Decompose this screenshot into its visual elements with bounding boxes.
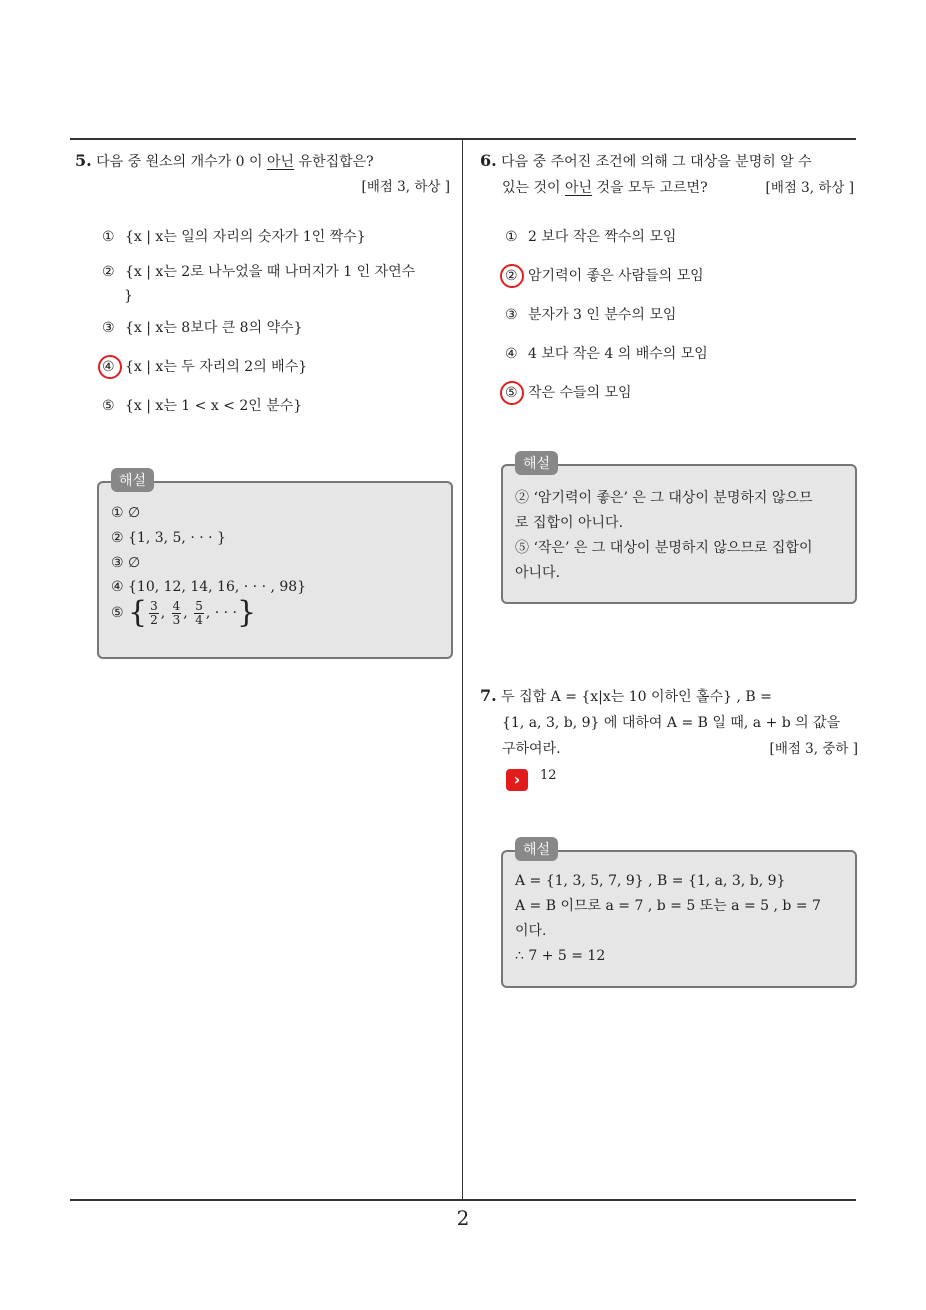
option-text: {x | x는 두 자리의 2의 배수} — [125, 359, 308, 375]
fraction — [194, 600, 204, 627]
option-number: ① — [102, 229, 115, 245]
column-divider — [462, 139, 463, 1201]
score-meta: [배점 3, 하상 ] — [361, 179, 450, 195]
solution-line: ⑤ ‘작은’ 은 그 대상이 분명하지 않으므로 집합이 — [515, 540, 813, 556]
solution-box-q5 — [97, 481, 453, 659]
solution-line: ② ‘암기력이 좋은’ 은 그 대상이 분명하지 않으므 — [515, 490, 813, 506]
option-number: ④ — [102, 359, 115, 375]
underlined-word: 아닌 — [267, 154, 295, 170]
solution-line: A = B 이므로 a = 7 , b = 5 또는 a = 5 , b = 7 — [515, 898, 821, 914]
option-text: {x | x는 2로 나누었을 때 나머지가 1 인 자연수 — [125, 264, 416, 280]
option-3[interactable] — [505, 302, 855, 328]
solution-line: ∴ 7 + 5 = 12 — [515, 948, 606, 964]
question-5 — [75, 148, 450, 195]
bottom-rule — [70, 1199, 856, 1201]
score-meta: [배점 3, 하상 ] — [765, 180, 854, 196]
denominator: 4 — [195, 612, 203, 627]
solution-line: 아니다. — [515, 565, 561, 581]
right-brace: } — [237, 595, 257, 630]
option-5[interactable] — [505, 380, 855, 406]
question-7-stem-line1 — [480, 683, 858, 710]
option-text: 작은 수들의 모임 — [528, 385, 632, 401]
option-2[interactable] — [102, 259, 452, 307]
question-5-options — [102, 224, 452, 419]
numerator: 4 — [172, 598, 181, 613]
ellipsis: · · · — [214, 605, 238, 621]
selected-answer-circle — [500, 381, 524, 405]
stem-text: {1, a, 3, b, 9} 에 대하여 A = B 일 때, a + b 의 값을 — [502, 715, 841, 731]
option-number: ⑤ — [102, 398, 115, 414]
option-text: 4 보다 작은 4 의 배수의 모임 — [528, 346, 708, 362]
stem-text: 구하여라. — [502, 741, 561, 757]
question-6-stem-line2 — [480, 175, 858, 201]
denominator: 3 — [172, 612, 181, 627]
solution-line: A = {1, 3, 5, 7, 9} , B = {1, a, 3, b, 9} — [515, 873, 786, 889]
solution-line: ① ∅ — [111, 505, 141, 521]
option-3[interactable] — [102, 315, 452, 341]
solution-line: ③ ∅ — [111, 555, 141, 571]
answer-arrow-icon: › — [506, 769, 528, 791]
solution-line: ④ {10, 12, 14, 16, · · · , 98} — [111, 579, 307, 595]
option-text-wrap: } — [124, 288, 133, 304]
question-7-stem-line3 — [480, 736, 858, 762]
numerator: 5 — [195, 598, 203, 613]
stem-text: 다음 중 주어진 조건에 의해 그 대상을 분명히 알 수 — [501, 154, 812, 170]
option-text: 분자가 3 인 분수의 모임 — [528, 307, 677, 323]
numerator: 3 — [150, 598, 158, 613]
score-meta: [배점 3, 중하 ] — [769, 741, 858, 757]
option-4[interactable] — [505, 341, 855, 367]
option-number: ② — [102, 264, 115, 280]
solution-tag: 해설 — [111, 468, 154, 492]
stem-text-end: 것을 모두 고르면? — [592, 180, 708, 196]
solution-line: 이다. — [515, 923, 547, 939]
selected-answer-circle — [500, 264, 524, 288]
top-rule — [70, 138, 856, 140]
option-5[interactable] — [102, 393, 452, 419]
option-text: 암기력이 좋은 사람들의 모임 — [528, 268, 704, 284]
stem-text: 다음 중 원소의 개수가 0 이 — [96, 154, 268, 170]
fraction — [172, 600, 182, 627]
option-number: ① — [505, 229, 518, 245]
option-4[interactable] — [102, 354, 452, 380]
selected-answer-circle — [98, 355, 122, 379]
question-number: 5. — [75, 151, 92, 170]
question-7 — [480, 683, 858, 762]
denominator: 2 — [150, 612, 158, 627]
option-text: {x | x는 8보다 큰 8의 약수} — [125, 320, 303, 336]
question-6-stem-line1 — [480, 148, 858, 175]
left-brace: { — [128, 595, 148, 630]
option-text: {x | x는 일의 자리의 숫자가 1인 짝수} — [125, 229, 366, 245]
question-number: 6. — [480, 151, 497, 170]
option-number: ② — [505, 268, 518, 284]
answer-value: 12 — [540, 768, 557, 783]
question-5-stem — [75, 148, 450, 175]
solution-tag: 해설 — [515, 837, 558, 861]
question-7-stem-line2 — [480, 710, 858, 736]
question-number: 7. — [480, 686, 497, 705]
fraction — [149, 600, 159, 627]
solution-line-fractions: ⑤ { $\frac{3}{2}$ , $\frac{4}{3}$ , $\frac{5}{4}$ , · · ·} — [111, 595, 257, 630]
option-text: {x | x는 1 < x < 2인 분수} — [125, 398, 303, 414]
stem-text-end: 유한집합은? — [294, 154, 374, 170]
option-number: ⑤ — [505, 385, 518, 401]
solution-tag: 해설 — [515, 451, 558, 475]
option-number: ④ — [505, 346, 518, 362]
option-number: ③ — [505, 307, 518, 323]
solution-line: ② {1, 3, 5, · · · } — [111, 530, 226, 546]
solution-line: 로 집합이 아니다. — [515, 515, 624, 531]
solution-box-q7 — [501, 850, 857, 988]
option-2[interactable] — [505, 263, 855, 289]
page-number: 2 — [456, 1206, 470, 1230]
option-text: 2 보다 작은 짝수의 모임 — [528, 229, 677, 245]
option-1[interactable] — [102, 224, 452, 250]
stem-text: 두 집합 A = {x|x는 10 이하인 홀수} , B = — [501, 689, 772, 705]
option-1[interactable] — [505, 224, 855, 250]
question-6 — [480, 148, 858, 201]
underlined-word: 아닌 — [565, 180, 593, 196]
stem-text: 있는 것이 — [502, 180, 565, 196]
question-6-options — [505, 224, 855, 406]
solution-number: ⑤ — [111, 605, 124, 621]
option-number: ③ — [102, 320, 115, 336]
solution-box-q6 — [501, 464, 857, 604]
